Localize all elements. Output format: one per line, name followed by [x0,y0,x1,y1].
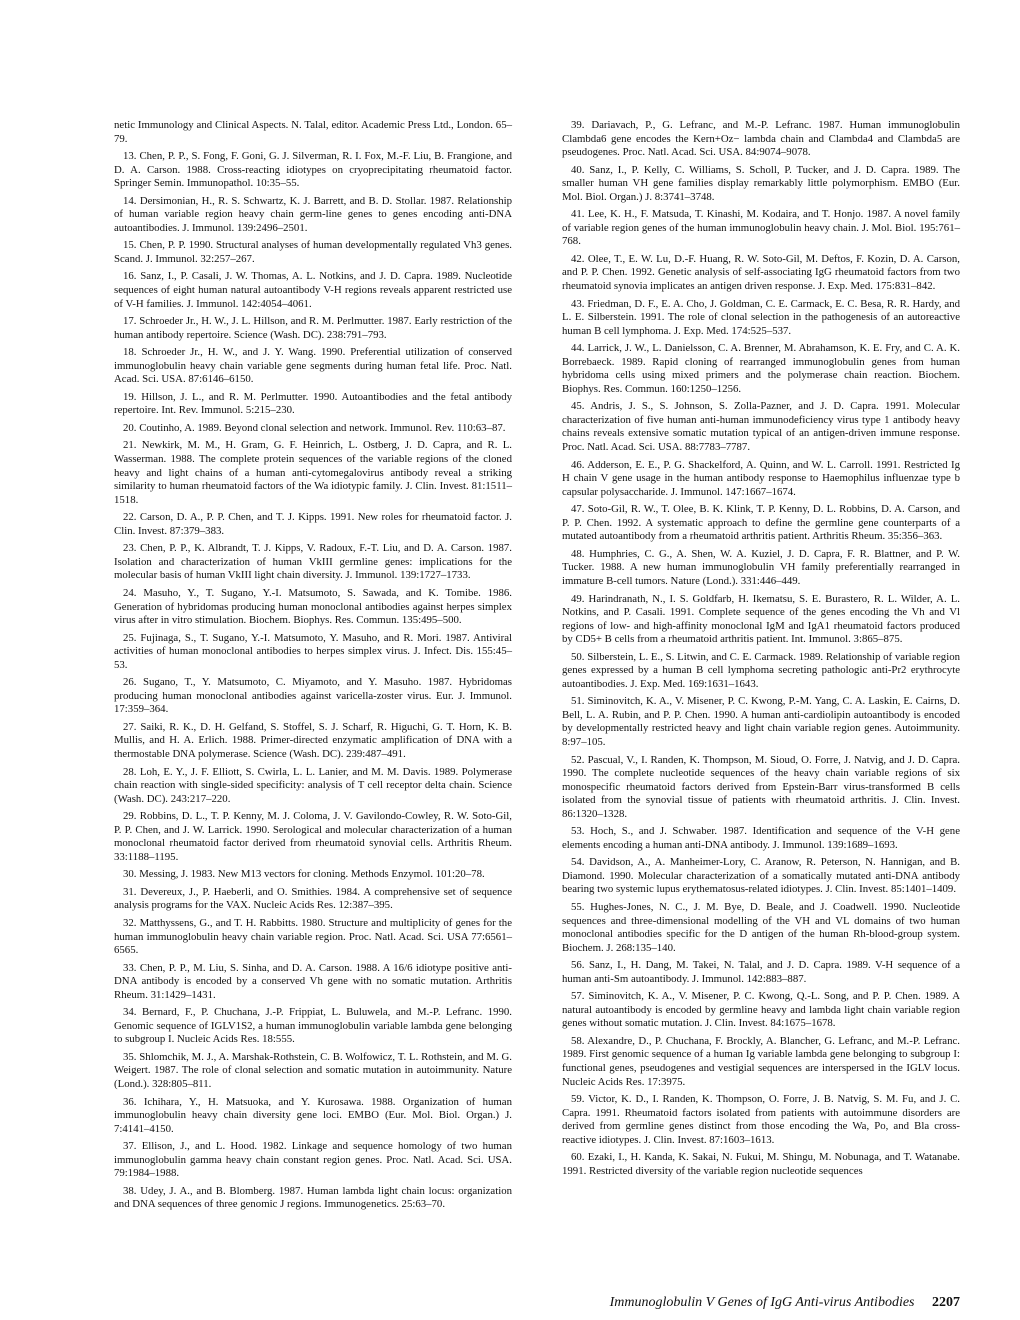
reference-entry: 37. Ellison, J., and L. Hood. 1982. Linkage and sequence homology of two human immunoglobulin gamma heavy chain constant region genes. Proc. Natl. Acad. Sci. USA. 79:1984–1988. [114,1140,512,1180]
reference-entry: 33. Chen, P. P., M. Liu, S. Sinha, and D. A. Carson. 1988. A 16/6 idiotype positive anti-DNA antibody is encoded by a conserved Vh gene with no somatic mutation. Arthritis Rheum. 31:1429–1431. [114,961,512,1001]
reference-entry: netic Immunology and Clinical Aspects. N. Talal, editor. Academic Press Ltd., London. 65–79. [114,119,512,145]
reference-entry: 52. Pascual, V., I. Randen, K. Thompson, M. Sioud, O. Forre, J. Natvig, and J. D. Capra. 1990. The complete nucleotide sequences of the heavy chain variable regions of six monospecific rheumatoid factors derived from Epstein-Barr virus-transformed B cells isolated from the synovial tissue of patients with rheumatoid arthritis. J. Clin. Invest. 86:1320–1328. [562,753,960,820]
reference-entry: 24. Masuho, Y., T. Sugano, Y.-I. Matsumoto, S. Sawada, and K. Tomibe. 1986. Generation of hybridomas producing human monoclonal antibodies against herpes simplex virus after in vitro stimulation. Biochem. Biophys. Res. Commun. 135:495–500. [114,586,512,627]
running-title: Immunoglobulin V Genes of IgG Anti-virus Antibodies [609,1295,915,1310]
reference-entry: 21. Newkirk, M. M., H. Gram, G. F. Heinrich, L. Ostberg, J. D. Capra, and R. L. Wasserman. 1988. The complete protein sequences of the variable regions of the cloned heavy and light chains of a human anti-cytomegalovirus antibody reveal a striking similarity to human rheumatoid factors of the Wa idiotypic family. J. Clin. Invest. 81:1511–1518. [114,439,512,506]
reference-entry: 29. Robbins, D. L., T. P. Kenny, M. J. Coloma, J. V. Gavilondo-Cowley, R. W. Soto-Gil, P. P. Chen, and J. W. Larrick. 1990. Serological and molecular characterization of a human monoclonal rheumatoid factor derived from rheumatoid synovial cells. Arthritis Rheum. 33:1188–1195. [114,810,512,863]
reference-entry: 46. Adderson, E. E., P. G. Shackelford, A. Quinn, and W. L. Carroll. 1991. Restricted Ig H chain V gene usage in the human antibody response to Haemophilus influenzae type b capsular polysaccharide. J. Immunol. 147:1667–1674. [562,458,960,498]
reference-entry: 34. Bernard, F., P. Chuchana, J.-P. Frippiat, L. Buluwela, and M.-P. Lefranc. 1990. Genomic sequence of IGLV1S2, a human immunoglobulin variable lambda gene belonging to subgroup I. Nucleic Acids Res. 18:555. [114,1006,512,1046]
reference-entry: 20. Coutinho, A. 1989. Beyond clonal selection and network. Immunol. Rev. 110:63–87. [123,421,506,434]
references-left-column [114,119,512,1216]
page-number: 2207 [932,1295,960,1310]
reference-entry: 16. Sanz, I., P. Casali, J. W. Thomas, A. L. Notkins, and J. D. Capra. 1989. Nucleotide sequences of eight human natural autoantibody V-H regions reveals apparent restricted use of V-H families. J. Immunol. 142:4054–4061. [114,270,512,310]
reference-entry: 41. Lee, K. H., F. Matsuda, T. Kinashi, M. Kodaira, and T. Honjo. 1987. A novel family of variable region genes of the human immunoglobulin heavy chain. J. Mol. Biol. 195:761–768. [562,208,960,248]
reference-entry: 32. Matthyssens, G., and T. H. Rabbitts. 1980. Structure and multiplicity of genes for the human immunoglobulin heavy chain variable region. Proc. Natl. Acad. Sci. USA 77:6561–6565. [114,916,512,957]
reference-entry: 60. Ezaki, I., H. Kanda, K. Sakai, N. Fukui, M. Shingu, M. Nobunaga, and T. Watanabe. 1991. Restricted diversity of the variable region nucleotide sequences [562,1151,960,1177]
reference-entry: 39. Dariavach, P., G. Lefranc, and M.-P. Lefranc. 1987. Human immunoglobulin Clambda6 gene encodes the Kern+Oz− lambda chain and Clambda4 and Clambda5 are pseudogenes. Proc. Natl. Acad. Sci. USA. 84:9074–9078. [562,119,960,159]
reference-entry: 59. Victor, K. D., I. Randen, K. Thompson, O. Forre, J. B. Natvig, S. M. Fu, and J. C. Capra. 1991. Rheumatoid factors isolated from patients with autoimmune disorders are derived from germline genes distinct from those encoding the Wa, Po, and Bla cross-reactive idiotypes. J. Clin. Invest. 87:1603–1613. [562,1093,960,1146]
reference-entry: 43. Friedman, D. F., E. A. Cho, J. Goldman, C. E. Carmack, E. C. Besa, R. R. Hardy, and L. E. Silberstein. 1991. The role of clonal selection in the pathogenesis of an autoreactive human B cell lymphoma. J. Exp. Med. 174:525–537. [562,297,960,337]
reference-entry: 17. Schroeder Jr., H. W., J. L. Hillson, and R. M. Perlmutter. 1987. Early restriction of the human antibody repertoire. Science (Wash. DC). 238:791–793. [114,315,512,341]
reference-entry: 42. Olee, T., E. W. Lu, D.-F. Huang, R. W. Soto-Gil, M. Deftos, F. Kozin, D. A. Carson, and P. P. Chen. 1992. Genetic analysis of self-associating IgG rheumatoid factors from two rheumatoid synovia implicates an antigen driven response. J. Exp. Med. 175:831–842. [562,252,960,293]
reference-entry: 40. Sanz, I., P. Kelly, C. Williams, S. Scholl, P. Tucker, and J. D. Capra. 1989. The smaller human VH gene families display remarkably little polymorphism. EMBO (Eur. Mol. Biol. Organ.) J. 8:3741–3748. [562,163,960,203]
reference-entry: 57. Siminovitch, K. A., V. Misener, P. C. Kwong, Q.-L. Song, and P. P. Chen. 1989. A natural autoantibody is encoded by germline heavy and lambda light chain variable region genes without somatic mutation. J. Clin. Invest. 84:1675–1678. [562,990,960,1030]
reference-entry: 50. Silberstein, L. E., S. Litwin, and C. E. Carmack. 1989. Relationship of variable region genes expressed by a human B cell lymphoma secreting pathologic anti-Pr2 erythrocyte autoantibodies. J. Exp. Med. 169:1631–1643. [562,650,960,690]
reference-entry: 31. Devereux, J., P. Haeberli, and O. Smithies. 1984. A comprehensive set of sequence analysis programs for the VAX. Nucleic Acids Res. 12:387–395. [114,885,512,912]
reference-entry: 51. Siminovitch, K. A., V. Misener, P. C. Kwong, P.-M. Yang, C. A. Laskin, E. Cairns, D. Bell, L. A. Rubin, and P. P. Chen. 1990. A human anti-cardiolipin autoantibody is encoded by developmentally restricted heavy and light chain variable region genes. Autoimmunity. 8:97–105. [562,695,960,748]
reference-entry: 14. Dersimonian, H., R. S. Schwartz, K. J. Barrett, and B. D. Stollar. 1987. Relationship of human variable region heavy chain germ-line genes to genes encoding anti-DNA autoantibodies. J. Immunol. 139:2496–2501. [114,194,512,234]
reference-entry: 45. Andris, J. S., S. Johnson, S. Zolla-Pazner, and J. D. Capra. 1991. Molecular characterization of five human anti-human immunodeficiency virus type 1 antibody heavy chains reveals extensive somatic mutation typical of an antigen-driven immune response. Proc. Natl. Acad. Sci. USA. 88:7783–7787. [562,400,960,454]
reference-entry: 48. Humphries, C. G., A. Shen, W. A. Kuziel, J. D. Capra, F. R. Blattner, and P. W. Tucker. 1988. A new human immunoglobulin VH family preferentially rearranged in immature B-cell tumors. Nature (Lond.). 331:446–449. [562,547,960,587]
reference-entry: 56. Sanz, I., H. Dang, M. Takei, N. Talal, and J. D. Capra. 1989. V-H sequence of a human anti-Sm autoantibody. J. Immunol. 142:883–887. [562,959,960,985]
reference-entry: 35. Shlomchik, M. J., A. Marshak-Rothstein, C. B. Wolfowicz, T. L. Rothstein, and M. G. Weigert. 1987. The role of clonal selection and somatic mutation in autoimmunity. Nature (Lond.). 328:805–811. [114,1050,512,1090]
reference-entry: 49. Harindranath, N., I. S. Goldfarb, H. Ikematsu, S. E. Burastero, R. L. Wilder, A. L. Notkins, and P. Casali. 1991. Complete sequence of the genes encoding the Vh and Vl regions of low- and high-affinity monoclonal IgM and IgA1 rheumatoid factors produced by CD5+ B cells from a rheumatoid arthritis patient. Int. Immunol. 3:865–875. [562,592,960,646]
reference-entry: 28. Loh, E. Y., J. F. Elliott, S. Cwirla, L. L. Lanier, and M. M. Davis. 1989. Polymerase chain reaction with single-sided specificity: analysis of T cell receptor delta chain. Science (Wash. DC). 243:217–220. [114,765,512,805]
reference-entry: 18. Schroeder Jr., H. W., and J. Y. Wang. 1990. Preferential utilization of conserved immunoglobulin heavy chain variable gene segments during human fetal life. Proc. Natl. Acad. Sci. USA. 87:6146–6150. [114,346,512,386]
reference-entry: 47. Soto-Gil, R. W., T. Olee, B. K. Klink, T. P. Kenny, D. L. Robbins, D. A. Carson, and P. P. Chen. 1992. A systematic approach to define the germline gene counterparts of a mutated autoantibody from a rheumatoid arthritis patient. Arthritis Rheum. 35:356–363. [562,503,960,543]
reference-entry: 22. Carson, D. A., P. P. Chen, and T. J. Kipps. 1991. New roles for rheumatoid factor. J. Clin. Invest. 87:379–383. [114,511,512,537]
page-footer [610,1295,960,1311]
reference-entry: 27. Saiki, R. K., D. H. Gelfand, S. Stoffel, S. J. Scharf, R. Higuchi, G. T. Horn, K. B. Mullis, and H. A. Erlich. 1988. Primer-directed enzymatic amplification of DNA with a thermostable DNA polymerase. Science (Wash. DC). 239:487–491. [114,720,512,760]
reference-entry: 58. Alexandre, D., P. Chuchana, F. Brockly, A. Blancher, G. Lefranc, and M.-P. Lefranc. 1989. First genomic sequence of a human Ig variable lambda gene belonging to subgroup I: functional genes, pseudogenes and vestigial sequences are interspersed in the IGLV locus. Nucleic Acids Res. 17:3975. [562,1034,960,1088]
reference-entry: 19. Hillson, J. L., and R. M. Perlmutter. 1990. Autoantibodies and the fetal antibody repertoire. Int. Rev. Immunol. 5:215–230. [114,390,512,417]
reference-entry: 26. Sugano, T., Y. Matsumoto, C. Miyamoto, and Y. Masuho. 1987. Hybridomas producing human monoclonal antibodies against varicella-zoster virus. Eur. J. Immunol. 17:359–364. [114,676,512,716]
references-right-column [562,119,960,1182]
reference-entry: 36. Ichihara, Y., H. Matsuoka, and Y. Kurosawa. 1988. Organization of human immunoglobulin heavy chain diversity gene loci. EMBO (Eur. Mol. Biol. Organ.) J. 7:4141–4150. [114,1095,512,1135]
reference-entry: 54. Davidson, A., A. Manheimer-Lory, C. Aranow, R. Peterson, N. Hannigan, and B. Diamond. 1990. Molecular characterization of a somatically mutated anti-DNA antibody bearing two systemic lupus erythematosus-related idiotypes. J. Clin. Invest. 85:1401–1409. [562,856,960,896]
reference-entry: 15. Chen, P. P. 1990. Structural analyses of human developmentally regulated Vh3 genes. Scand. J. Immunol. 32:257–267. [114,239,512,265]
reference-entry: 38. Udey, J. A., and B. Blomberg. 1987. Human lambda light chain locus: organization and DNA sequences of three genomic J regions. Immunogenetics. 25:63–70. [114,1184,512,1211]
reference-entry: 23. Chen, P. P., K. Albrandt, T. J. Kipps, V. Radoux, F.-T. Liu, and D. A. Carson. 1987. Isolation and characterization of human VkIII germline genes: implications for the molecular basis of human VkIII light chain diversity. J. Immunol. 139:1727–1733. [114,542,512,582]
reference-entry: 30. Messing, J. 1983. New M13 vectors for cloning. Methods Enzymol. 101:20–78. [123,868,485,881]
reference-entry: 55. Hughes-Jones, N. C., J. M. Bye, D. Beale, and J. Coadwell. 1990. Nucleotide sequences and three-dimensional modelling of the VH and VL domains of two human monoclonal antibodies specific for the D antigen of the human Rh-blood-group system. Biochem. J. 268:135–140. [562,900,960,954]
reference-entry: 44. Larrick, J. W., L. Danielsson, C. A. Brenner, M. Abrahamson, K. E. Fry, and C. A. K. Borrebaeck. 1989. Rapid cloning of rearranged immunoglobulin genes from human hybridoma cells using mixed primers and the polymerase chain reaction. Biochem. Biophys. Res. Commun. 160:1250–1256. [562,342,960,395]
reference-entry: 25. Fujinaga, S., T. Sugano, Y.-I. Matsumoto, Y. Masuho, and R. Mori. 1987. Antiviral activities of human monoclonal antibodies to herpes simplex virus. J. Infect. Dis. 155:45–53. [114,631,512,671]
reference-entry: 13. Chen, P. P., S. Fong, F. Goni, G. J. Silverman, R. I. Fox, M.-F. Liu, B. Frangione, and D. A. Carson. 1988. Cross-reacting idiotypes on cryoprecipitating rheumatoid factor. Springer Semin. Immunopathol. 10:35–55. [114,150,512,190]
reference-entry: 53. Hoch, S., and J. Schwaber. 1987. Identification and sequence of the V-H gene elements encoding a human anti-DNA antibody. J. Immunol. 139:1689–1693. [562,825,960,851]
